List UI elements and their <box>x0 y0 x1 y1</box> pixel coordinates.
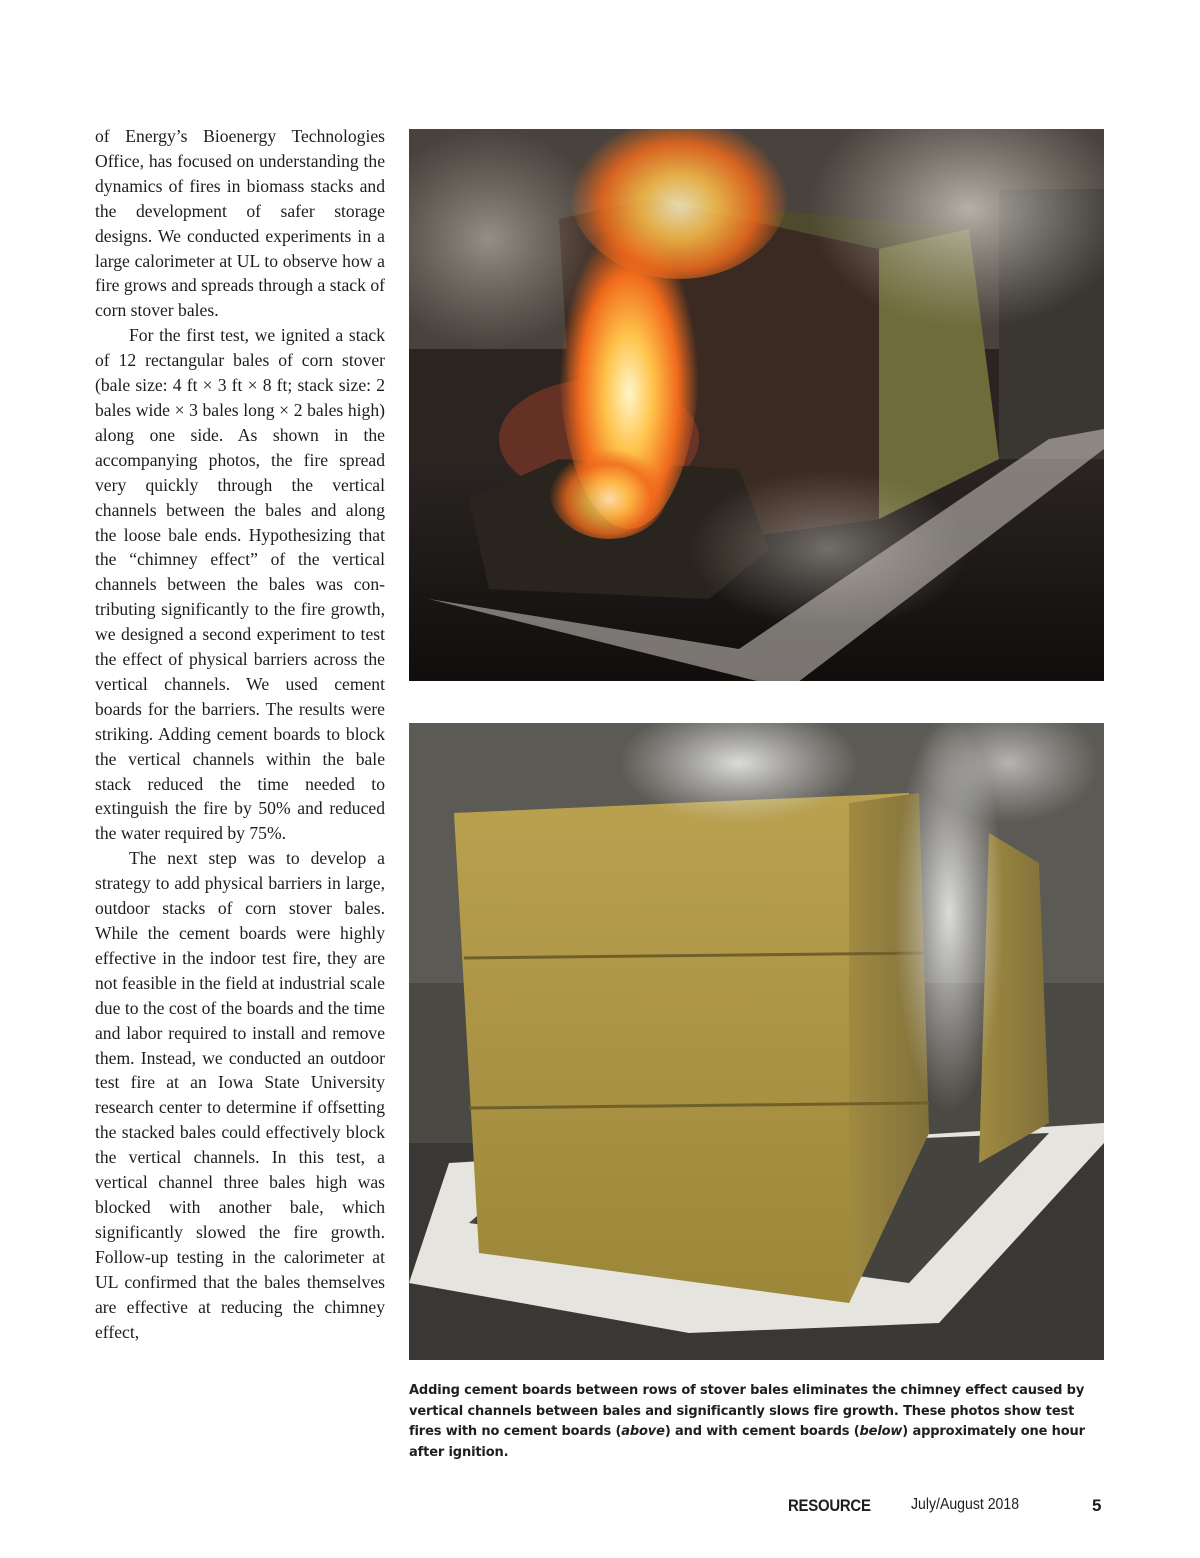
photo-caption <box>409 1381 1104 1463</box>
photo-fire-without-cement-boards <box>409 129 1104 681</box>
footer-page-number: 5 <box>1092 1496 1102 1515</box>
footer-issue-date: July/August 2018 <box>911 1496 1020 1513</box>
photo-fire-with-cement-boards <box>409 723 1104 1360</box>
caption-emphasis-below: below <box>859 1424 903 1439</box>
paragraph-3: The next step was to develop a strategy to add physical barriers in large, outdoor stacks of corn stover bales. While the cement boards were highly effective in the indoor test fire, they are not feasible in the field at industrial scale due to the cost of the boards and the time and labor required to install and remove them. Instead, we conducted an outdoor test fire at an Iowa State University research center to determine if offsetting the stacked bales could effectively block the vertical channels. In this test, a vertical channel three bales high was blocked with another bale, which significantly slowed the fire growth. Follow-up testing in the calorimeter at UL confirmed that the bales themselves are effective at reducing the chimney effect, <box>95 848 385 1342</box>
article-body-column <box>95 124 385 1344</box>
caption-part-1: Adding cement boards between rows of stover bales eliminates the chimney effect caused by vertical channels between bales and significantly slows fire growth. These photos show test fires with no cement boards ( <box>409 1383 1085 1439</box>
caption-emphasis-above: above <box>621 1424 665 1439</box>
caption-part-3: ) approximately one hour after ignition. <box>409 1424 1085 1460</box>
paragraph-1: of Energy’s Bioenergy Technologies Office, has focused on understanding the dynamics of fires in biomass stacks and the development of safer storage designs. We conducted experiments in a large calorimeter at UL to observe how a fire grows and spreads through a stack of corn stover bales. <box>95 126 385 321</box>
caption-part-2: ) and with cement boards ( <box>664 1424 860 1439</box>
paragraph-2: For the first test, we ignited a stack of 12 rectangular bales of corn stover (bale size: 4 ft × 3 ft × 8 ft; stack size: 2 bales wide × 3 bales long × 2 bales high) along one side. As shown in the accompanying photos, the fire spread very quickly through the vertical channels between the bales and along the loose bale ends. Hypothesizing that the “chimney effect” of the vertical channels between the bales was contributing significantly to the fire growth, we designed a second experiment to test the effect of physical barriers across the vertical channels. We used cement boards for the barriers. The results were striking. Adding cement boards to block the vertical channels within the bale stack reduced the time needed to extinguish the fire by 50% and reduced the water required by 75%. <box>95 325 385 844</box>
footer-publication-name: RESOURCE <box>788 1496 871 1515</box>
